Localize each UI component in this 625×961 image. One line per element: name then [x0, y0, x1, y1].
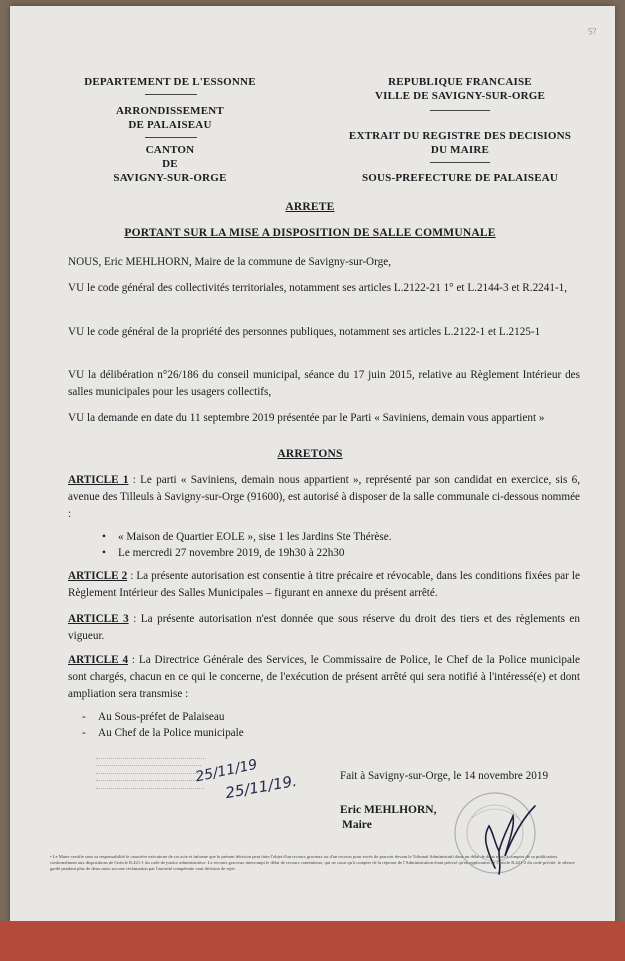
article-label: ARTICLE 1 [68, 474, 129, 486]
divider [145, 94, 197, 95]
header-canton-de: DE [162, 158, 178, 170]
handwritten-date: 25/11/19 [194, 756, 259, 786]
header-arrondissement-name: DE PALAISEAU [128, 119, 212, 131]
header-canton-name: SAVIGNY-SUR-ORGE [113, 172, 227, 184]
page-number: 5? [587, 25, 598, 37]
document-page [10, 6, 615, 941]
header-extrait: EXTRAIT DU REGISTRE DES DECISIONS [348, 130, 572, 142]
header-canton: CANTON [145, 144, 195, 156]
background-surface [0, 921, 625, 961]
header-republique: REPUBLIQUE FRANCAISE [388, 76, 532, 88]
handwritten-date: 25/11/19. [223, 771, 299, 803]
bullet-icon: • [102, 531, 106, 543]
list-item: • « Maison de Quartier EOLE », sise 1 les Jardins Ste Thérèse. [102, 531, 392, 543]
divider [145, 137, 197, 138]
preamble-nous: NOUS, Eric MEHLHORN, Maire de la commune de Savigny-sur-Orge, [68, 256, 392, 268]
article-1-list [102, 529, 572, 561]
signatory-name: Eric MEHLHORN, [340, 804, 437, 816]
article-text: : La présente autorisation est consentie à titre précaire et révocable, dans les conditions fixées par le Règlement Intérieur des Salles Municipales – figurant en annexe du présent arrêté. [68, 570, 580, 599]
header-arrondissement: ARRONDISSEMENT [116, 105, 224, 117]
article-text: : La Directrice Générale des Services, le Commissaire de Police, le Chef de la Police municipale sont chargés, chacun en ce qui le concerne, de l'exécution de présent arrêté qui sera notifié à l'intéressé(e) et dont ampliation sera transmise : [68, 654, 580, 700]
divider [430, 110, 490, 111]
article-label: ARTICLE 3 [68, 613, 129, 625]
article-1 [68, 472, 580, 523]
bullet-icon: • [102, 547, 106, 559]
recipients-list [82, 709, 382, 741]
article-2 [68, 568, 580, 602]
list-item: • Le mercredi 27 novembre 2019, de 19h30 à 22h30 [102, 547, 345, 559]
arretons-heading: ARRETONS [277, 448, 343, 460]
header-ville: VILLE DE SAVIGNY-SUR-ORGE [374, 90, 546, 102]
article-text: : Le parti « Saviniens, demain nous appartient », représenté par son candidat en exercice, sis 6, avenue des Tilleuls à Savigny-sur-Orge (91600), est autorisé à disposer de la salle communale ci-dessous nommée : [68, 474, 580, 520]
article-label: ARTICLE 4 [68, 654, 129, 666]
document-subtitle: PORTANT SUR LA MISE A DISPOSITION DE SALLE COMMUNALE [124, 227, 496, 239]
preamble-vu-cgppp: VU le code général de la propriété des personnes publiques, notamment ses articles L.2122-1 et L.2125-1 [68, 326, 541, 338]
article-3 [68, 611, 580, 645]
place-and-date: Fait à Savigny-sur-Orge, le 14 novembre 2019 [340, 770, 549, 782]
signatory-role: Maire [342, 819, 372, 831]
article-label: ARTICLE 2 [68, 570, 128, 582]
divider [430, 162, 490, 163]
list-item: - Au Chef de la Police municipale [82, 727, 244, 739]
preamble-vu-cgct: VU le code général des collectivités territoriales, notamment ses articles L.2122-21 1° et L.2144-3 et R.2241-1, [68, 282, 568, 294]
header-du-maire: DU MAIRE [430, 144, 490, 156]
preamble-vu-deliberation: VU la délibération n°26/186 du conseil municipal, séance du 17 juin 2015, relative au Règlement Intérieur des salles municipales pour les usagers collectifs, [68, 369, 580, 398]
header-sous-prefecture: SOUS-PREFECTURE DE PALAISEAU [361, 172, 559, 184]
preamble-vu-demande: VU la demande en date du 11 septembre 2019 présentée par le Parti « Saviniens, demain vous appartient » [68, 412, 545, 424]
article-4 [68, 652, 580, 703]
document-title: ARRETE [285, 201, 335, 213]
article-text: : La présente autorisation n'est donnée que sous réserve du droit des tiers et des règlements en vigueur. [68, 613, 580, 642]
header-departement: DEPARTEMENT DE L'ESSONNE [84, 76, 256, 88]
legal-footnote: • Le Maire certifie sous sa responsabilité le caractère exécutoire de cet acte et informe que le présent décision peut faire l'objet d'un recours gracieux ou d'un recours pour excès de pouvoir devant le Tribunal Administratif dans un délai de deux mois à compter de sa publication, conformément aux dispositions de l'article R.421-1 du code de justice administrative. Le recours gracieux interrompt le délai de recours contentieux, qui ne court qu'à compter de la réponse de l'Administration étant précisé qu'en application de l'article R.421-2 du code précité, le silence gardé pendant plus de deux mois sur une réclamation par l'autorité compétente vaut décision de rejet. [50, 854, 575, 871]
dash-icon: - [82, 727, 86, 739]
list-item: - Au Sous-préfet de Palaiseau [82, 711, 225, 723]
dash-icon: - [82, 711, 86, 723]
